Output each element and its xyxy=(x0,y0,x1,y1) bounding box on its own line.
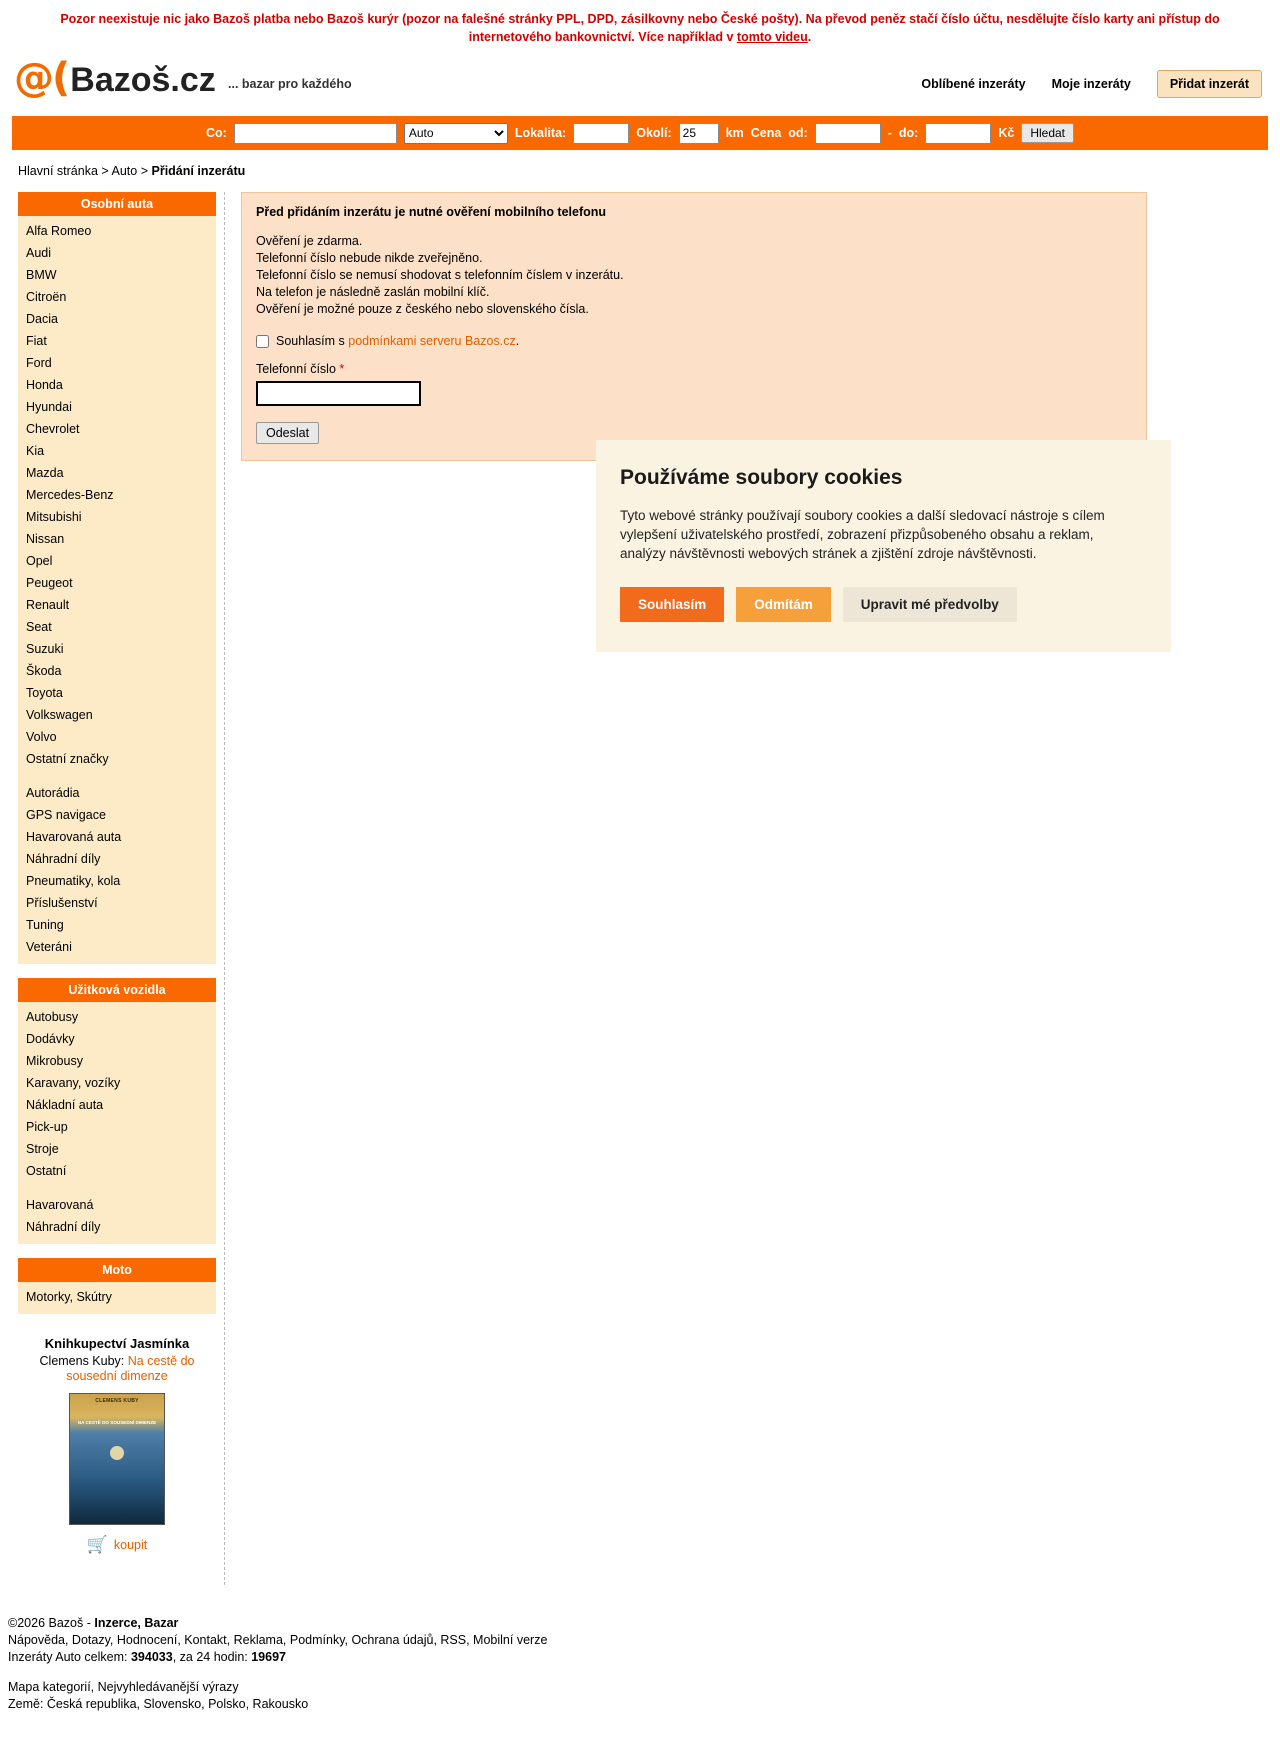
locality-label: Lokalita: xyxy=(514,126,567,141)
stats-prefix: Inzeráty Auto celkem: xyxy=(8,1650,131,1665)
promo-book-link[interactable]: Na cestě do sousední dimenze xyxy=(66,1354,195,1384)
book-cover-title: NA CESTĚ DO SOUSEDNÍ DIMENZE xyxy=(77,1420,157,1426)
cookie-buttons xyxy=(620,587,1143,622)
sidebar-item-mercedes-benz[interactable]: Mercedes-Benz xyxy=(26,488,114,503)
sidebar-item-nissan[interactable]: Nissan xyxy=(26,532,65,547)
sidebar-item-pick-up[interactable]: Pick-up xyxy=(26,1120,68,1135)
sidebar-divider xyxy=(18,1182,216,1194)
copyright-text: ©2026 Bazoš - xyxy=(8,1616,95,1631)
cookie-consent-banner xyxy=(596,440,1171,652)
warning-text-before: Pozor neexistuje nic jako Bazoš platba nebo Bazoš kurýr (pozor na falešné stránky PPL, DPD, zásilkovny nebo České pošty). Na převod peněz stačí číslo účtu, nesdělujte číslo karty ani přístup do internetového bankovnictví. Více například v xyxy=(60,12,1220,45)
sidebar-item-dacia[interactable]: Dacia xyxy=(26,312,58,327)
sidebar-item-nakladni-auta[interactable]: Nákladní auta xyxy=(26,1098,104,1113)
search-bar xyxy=(12,116,1268,150)
sidebar-item-toyota[interactable]: Toyota xyxy=(26,686,63,701)
category-list xyxy=(18,1002,216,1244)
book-cover-sun-icon xyxy=(110,1446,124,1460)
radius-input[interactable] xyxy=(679,123,719,144)
cookie-reject-button[interactable]: Odmítám xyxy=(736,587,831,622)
price-from-input[interactable] xyxy=(815,123,881,144)
price-dash: - xyxy=(887,126,892,141)
site-header xyxy=(0,52,1280,110)
km-unit-label: km xyxy=(725,126,744,141)
phone-verification-panel xyxy=(241,192,1147,461)
locality-input[interactable] xyxy=(573,123,629,144)
verification-line-1: Ověření je zdarma. xyxy=(256,234,363,249)
footer-links[interactable]: Nápověda, Dotazy, Hodnocení, Kontakt, Reklama, Podmínky, Ochrana údajů, RSS, Mobilní verze xyxy=(8,1633,548,1648)
sidebar-item-suzuki[interactable]: Suzuki xyxy=(26,642,64,657)
stats-total: 394033 xyxy=(130,1650,173,1665)
promo-shop-name: Knihkupectví Jasmínka xyxy=(44,1336,190,1352)
sidebar-item-ostatni-znacky[interactable]: Ostatní značky xyxy=(26,752,109,767)
breadcrumb-home[interactable]: Hlavní stránka xyxy=(18,164,98,179)
currency-label: Kč xyxy=(998,126,1015,141)
stats-mid: , za 24 hodin: xyxy=(172,1650,252,1665)
promo-author: Clemens Kuby: xyxy=(39,1354,125,1369)
category-select[interactable] xyxy=(404,123,508,144)
sidebar-item-karavany-voziky[interactable]: Karavany, vozíky xyxy=(26,1076,121,1091)
search-what-label: Co: xyxy=(205,126,227,141)
book-cover-author: CLEMENS KUBY xyxy=(95,1398,139,1405)
search-button[interactable]: Hledat xyxy=(1021,123,1074,143)
sidebar-item-fiat[interactable]: Fiat xyxy=(26,334,47,349)
sidebar-item-opel[interactable]: Opel xyxy=(26,554,53,569)
sidebar-item-honda[interactable]: Honda xyxy=(26,378,63,393)
verification-line-3: Telefonní číslo se nemusí shodovat s telefonním číslem v inzerátu. xyxy=(256,268,624,283)
my-ads-link[interactable]: Moje inzeráty xyxy=(1051,77,1131,92)
breadcrumb-sep-2: > xyxy=(140,164,149,179)
terms-text xyxy=(276,334,519,348)
breadcrumb xyxy=(18,164,1280,178)
site-slogan: ... bazar pro každého xyxy=(228,77,352,92)
sidebar-item-chevrolet[interactable]: Chevrolet xyxy=(26,422,80,437)
main-content xyxy=(241,192,1264,613)
cookie-body: Tyto webové stránky používají soubory cookies a další sledovací nástroje s cílem vylepšení uživatelského prostředí, zobrazení přizpůsobeného obsahu a reklam, analýzy návštěvnosti webových stránek a zjištění zdroje návštěvnosti. xyxy=(620,508,1105,562)
search-input[interactable] xyxy=(234,123,397,144)
verification-line-5: Ověření je možné pouze z českého nebo slovenského čísla. xyxy=(256,302,589,317)
sidebar-divider xyxy=(18,770,216,782)
sidebar-item-volvo[interactable]: Volvo xyxy=(26,730,57,745)
category-box-title: Moto xyxy=(18,1258,216,1282)
sidebar-item-pneumatiky-kola[interactable]: Pneumatiky, kola xyxy=(26,874,121,889)
category-box-moto xyxy=(18,1258,216,1314)
sidebar-item-audi[interactable]: Audi xyxy=(26,246,52,261)
terms-suffix: . xyxy=(515,334,520,349)
sidebar-item-motorky-skutry[interactable]: Motorky, Skútry xyxy=(26,1290,112,1305)
footer-copyright xyxy=(8,1615,1280,1632)
category-list xyxy=(18,216,216,964)
book-cover-image[interactable] xyxy=(69,1393,165,1525)
footer-stats xyxy=(8,1649,1280,1666)
sidebar-item-nahradni-dily-uzitkova[interactable]: Náhradní díly xyxy=(26,1220,101,1235)
breadcrumb-auto[interactable]: Auto xyxy=(111,164,138,179)
sidebar-item-stroje[interactable]: Stroje xyxy=(26,1142,59,1157)
sidebar-item-kia[interactable]: Kia xyxy=(26,444,45,459)
sidebar-item-skoda[interactable]: Škoda xyxy=(26,664,62,679)
cookie-customize-button[interactable]: Upravit mé předvolby xyxy=(843,587,1017,622)
add-ad-button[interactable]: Přidat inzerát xyxy=(1157,70,1262,98)
price-to-label: do: xyxy=(898,126,919,141)
sidebar-item-tuning[interactable]: Tuning xyxy=(26,918,64,933)
sidebar-item-bmw[interactable]: BMW xyxy=(26,268,57,283)
phone-label xyxy=(256,362,1132,376)
sidebar-item-ford[interactable]: Ford xyxy=(26,356,52,371)
verification-title: Před přidáním inzerátu je nutné ověření mobilního telefonu xyxy=(256,205,607,220)
category-list xyxy=(18,1282,216,1314)
verification-info-list xyxy=(256,233,1132,318)
cookie-title: Používáme soubory cookies xyxy=(620,466,903,490)
breadcrumb-current: Přidání inzerátu xyxy=(151,164,246,179)
promo-buy-row[interactable] xyxy=(24,1535,210,1555)
sidebar-item-havarovana-auta[interactable]: Havarovaná auta xyxy=(26,830,122,845)
breadcrumb-sep-1: > xyxy=(101,164,109,179)
warning-video-link[interactable]: tomto videu xyxy=(736,30,808,45)
terms-agreement-row xyxy=(256,334,1132,348)
price-to-input[interactable] xyxy=(925,123,991,144)
site-footer xyxy=(8,1615,1280,1733)
logo-text: Bazoš.cz xyxy=(70,61,216,100)
sidebar-item-mazda[interactable]: Mazda xyxy=(26,466,64,481)
logo[interactable] xyxy=(14,55,216,102)
required-marker: * xyxy=(339,362,345,377)
category-box-title: Užitková vozidla xyxy=(18,978,216,1002)
sidebar-item-prislusenstvi[interactable]: Příslušenství xyxy=(26,896,98,911)
radius-label: Okolí: xyxy=(636,126,672,141)
sidebar-item-autobusy[interactable]: Autobusy xyxy=(26,1010,79,1025)
warning-text-after: . xyxy=(807,30,812,45)
sidebar-item-mitsubishi[interactable]: Mitsubishi xyxy=(26,510,82,525)
sidebar-item-nahradni-dily[interactable]: Náhradní díly xyxy=(26,852,101,867)
sidebar-item-havarovana[interactable]: Havarovaná xyxy=(26,1198,94,1213)
phone-label-text: Telefonní číslo xyxy=(256,362,336,377)
footer-maps[interactable]: Mapa kategorií, Nejvyhledávanější výrazy xyxy=(8,1680,239,1695)
sidebar-item-autoradia[interactable]: Autorádia xyxy=(26,786,80,801)
sidebar-item-hyundai[interactable]: Hyundai xyxy=(26,400,72,415)
sidebar-item-volkswagen[interactable]: Volkswagen xyxy=(26,708,93,723)
sidebar-item-alfa-romeo[interactable]: Alfa Romeo xyxy=(26,224,92,239)
stats-day: 19697 xyxy=(251,1650,286,1665)
logo-suffix: .cz xyxy=(170,61,216,100)
category-box-osobni-auta xyxy=(18,192,216,964)
terms-checkbox[interactable] xyxy=(256,335,269,348)
sidebar-item-gps-navigace[interactable]: GPS navigace xyxy=(26,808,106,823)
sidebar-item-citroen[interactable]: Citroën xyxy=(26,290,67,305)
security-warning xyxy=(0,0,1280,52)
promo-book-line xyxy=(24,1354,210,1384)
price-from-label: od: xyxy=(788,126,808,141)
copyright-bold: Inzerce, Bazar xyxy=(94,1616,179,1631)
header-links xyxy=(921,70,1262,98)
favorites-link[interactable]: Oblíbené inzeráty xyxy=(921,77,1026,92)
category-box-uzitkova-vozidla xyxy=(18,978,216,1244)
sidebar-item-dodavky[interactable]: Dodávky xyxy=(26,1032,75,1047)
phone-input[interactable] xyxy=(256,381,421,406)
sidebar-item-renault[interactable]: Renault xyxy=(26,598,70,613)
page-content xyxy=(0,192,1280,1585)
sidebar-item-peugeot[interactable]: Peugeot xyxy=(26,576,73,591)
sidebar xyxy=(18,192,225,1585)
sidebar-item-seat[interactable]: Seat xyxy=(26,620,52,635)
terms-link[interactable]: podmínkami serveru Bazos.cz xyxy=(348,334,516,349)
logo-at-icon: @( xyxy=(14,55,69,102)
sidebar-item-ostatni[interactable]: Ostatní xyxy=(26,1164,67,1179)
terms-prefix: Souhlasím s xyxy=(276,334,349,349)
book-cover-water xyxy=(70,1478,164,1524)
promo-buy-link[interactable]: koupit xyxy=(113,1538,148,1553)
cookie-accept-button[interactable]: Souhlasím xyxy=(620,587,724,622)
cart-icon: 🛒 xyxy=(86,1535,108,1555)
book-promo xyxy=(18,1328,216,1565)
submit-button[interactable]: Odeslat xyxy=(256,422,319,444)
verification-line-2: Telefonní číslo nebude nikde zveřejněno. xyxy=(256,251,483,266)
verification-line-4: Na telefon je následně zaslán mobilní klíč. xyxy=(256,285,490,300)
footer-countries[interactable]: Země: Česká republika, Slovensko, Polsko, Rakousko xyxy=(8,1697,309,1712)
sidebar-item-mikrobusy[interactable]: Mikrobusy xyxy=(26,1054,83,1069)
price-label: Cena xyxy=(750,126,782,141)
category-box-title: Osobní auta xyxy=(18,192,216,216)
sidebar-item-veterani[interactable]: Veteráni xyxy=(26,940,72,955)
